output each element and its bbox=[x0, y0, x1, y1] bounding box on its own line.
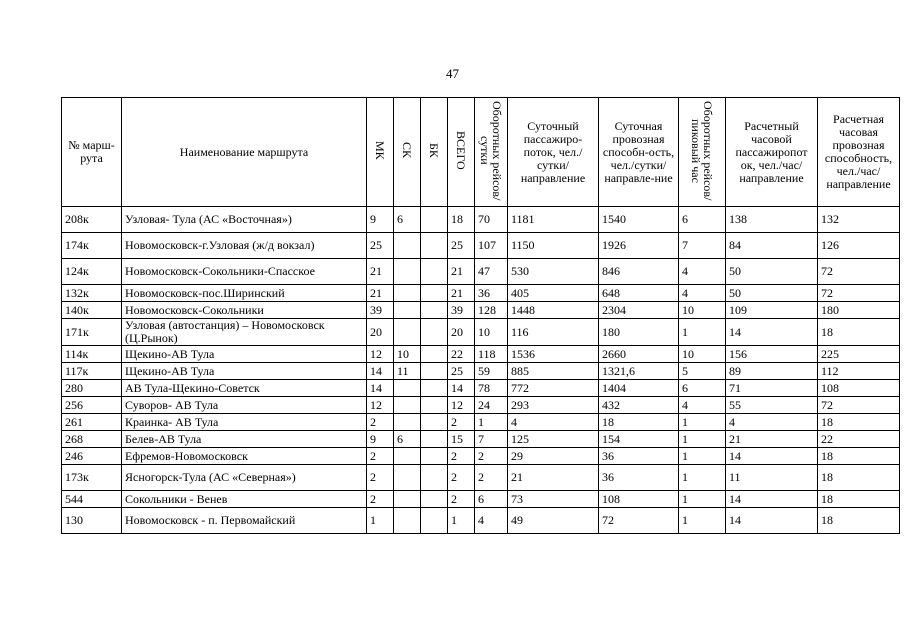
header-turnover-trips-day bbox=[475, 98, 508, 207]
cell-route: 268 bbox=[62, 431, 122, 448]
cell-trips-day: 6 bbox=[475, 491, 508, 508]
cell-bk bbox=[421, 207, 448, 233]
cell-bk bbox=[421, 397, 448, 414]
cell-hourly-capacity: 18 bbox=[818, 491, 900, 508]
header-turnover-trips-day-label: Оборотных рейсов/сутки bbox=[478, 100, 504, 201]
cell-daily-capacity: 180 bbox=[599, 319, 679, 346]
cell-total: 21 bbox=[448, 259, 475, 285]
cell-trips-day: 118 bbox=[475, 346, 508, 363]
header-daily-flow: Суточный пассажиро-поток, чел./сутки/ направление bbox=[508, 98, 599, 207]
cell-daily-capacity: 108 bbox=[599, 491, 679, 508]
cell-trips-peak: 6 bbox=[679, 207, 726, 233]
header-mk-label: МК bbox=[373, 141, 387, 160]
cell-bk bbox=[421, 508, 448, 534]
cell-route-name: Новомосковск-пос.Ширинский bbox=[122, 285, 367, 302]
cell-trips-day: 128 bbox=[475, 302, 508, 319]
cell-bk bbox=[421, 465, 448, 491]
cell-route-name: Узловая- Тула (АС «Восточная») bbox=[122, 207, 367, 233]
cell-daily-capacity: 36 bbox=[599, 448, 679, 465]
cell-trips-peak: 1 bbox=[679, 465, 726, 491]
cell-total: 1 bbox=[448, 508, 475, 534]
cell-trips-peak: 10 bbox=[679, 346, 726, 363]
cell-route-name: Новомосковск-г.Узловая (ж/д вокзал) bbox=[122, 233, 367, 259]
cell-trips-peak: 1 bbox=[679, 448, 726, 465]
cell-hourly-capacity: 180 bbox=[818, 302, 900, 319]
cell-daily-capacity: 1321,6 bbox=[599, 363, 679, 380]
cell-daily-flow: 772 bbox=[508, 380, 599, 397]
header-sk bbox=[394, 98, 421, 207]
cell-mk: 1 bbox=[367, 508, 394, 534]
cell-mk: 2 bbox=[367, 448, 394, 465]
cell-hourly-capacity: 18 bbox=[818, 508, 900, 534]
cell-route: 174к bbox=[62, 233, 122, 259]
cell-trips-peak: 4 bbox=[679, 397, 726, 414]
page-number: 47 bbox=[446, 66, 459, 81]
cell-trips-day: 2 bbox=[475, 465, 508, 491]
cell-hourly-capacity: 18 bbox=[818, 465, 900, 491]
cell-trips-day: 70 bbox=[475, 207, 508, 233]
cell-bk bbox=[421, 233, 448, 259]
cell-route: 173к bbox=[62, 465, 122, 491]
cell-total: 20 bbox=[448, 319, 475, 346]
cell-mk: 2 bbox=[367, 414, 394, 431]
routes-table bbox=[61, 97, 900, 534]
cell-mk: 12 bbox=[367, 346, 394, 363]
cell-trips-peak: 1 bbox=[679, 491, 726, 508]
cell-daily-capacity: 648 bbox=[599, 285, 679, 302]
cell-sk bbox=[394, 448, 421, 465]
cell-hourly-flow: 14 bbox=[726, 448, 818, 465]
cell-daily-flow: 29 bbox=[508, 448, 599, 465]
header-bk-label: БК bbox=[427, 143, 441, 158]
cell-daily-flow: 1181 bbox=[508, 207, 599, 233]
cell-hourly-flow: 21 bbox=[726, 431, 818, 448]
cell-daily-capacity: 36 bbox=[599, 465, 679, 491]
header-turnover-trips-peak bbox=[679, 98, 726, 207]
cell-bk bbox=[421, 319, 448, 346]
cell-mk: 12 bbox=[367, 397, 394, 414]
cell-hourly-capacity: 108 bbox=[818, 380, 900, 397]
header-total-label: ВСЕГО bbox=[454, 131, 468, 170]
cell-route: 208к bbox=[62, 207, 122, 233]
cell-route-name: АВ Тула-Щекино-Советск bbox=[122, 380, 367, 397]
header-route-no: № марш-рута bbox=[62, 98, 122, 207]
cell-hourly-flow: 14 bbox=[726, 491, 818, 508]
table-row bbox=[62, 491, 900, 508]
cell-mk: 9 bbox=[367, 431, 394, 448]
cell-sk bbox=[394, 414, 421, 431]
cell-trips-peak: 1 bbox=[679, 508, 726, 534]
cell-daily-flow: 530 bbox=[508, 259, 599, 285]
cell-hourly-flow: 71 bbox=[726, 380, 818, 397]
table-row bbox=[62, 465, 900, 491]
cell-daily-flow: 885 bbox=[508, 363, 599, 380]
cell-route-name: Новомосковск-Сокольники bbox=[122, 302, 367, 319]
cell-route: 544 bbox=[62, 491, 122, 508]
cell-bk bbox=[421, 259, 448, 285]
cell-route: 114к bbox=[62, 346, 122, 363]
cell-bk bbox=[421, 380, 448, 397]
cell-route: 117к bbox=[62, 363, 122, 380]
cell-sk bbox=[394, 491, 421, 508]
cell-route-name: Щекино-АВ Тула bbox=[122, 363, 367, 380]
cell-route: 261 bbox=[62, 414, 122, 431]
cell-trips-peak: 1 bbox=[679, 414, 726, 431]
cell-total: 14 bbox=[448, 380, 475, 397]
cell-total: 18 bbox=[448, 207, 475, 233]
header-bk bbox=[421, 98, 448, 207]
cell-hourly-capacity: 72 bbox=[818, 285, 900, 302]
cell-bk bbox=[421, 448, 448, 465]
cell-total: 12 bbox=[448, 397, 475, 414]
cell-mk: 14 bbox=[367, 363, 394, 380]
cell-hourly-flow: 50 bbox=[726, 285, 818, 302]
cell-daily-flow: 21 bbox=[508, 465, 599, 491]
cell-total: 22 bbox=[448, 346, 475, 363]
cell-sk: 11 bbox=[394, 363, 421, 380]
cell-trips-day: 107 bbox=[475, 233, 508, 259]
cell-sk bbox=[394, 465, 421, 491]
cell-route-name: Новомосковск-Сокольники-Спасское bbox=[122, 259, 367, 285]
cell-route: 140к bbox=[62, 302, 122, 319]
cell-daily-flow: 116 bbox=[508, 319, 599, 346]
cell-total: 25 bbox=[448, 363, 475, 380]
cell-route-name: Узловая (автостанция) – Новомосковск (Ц.Рынок) bbox=[122, 319, 367, 346]
cell-hourly-flow: 14 bbox=[726, 508, 818, 534]
cell-sk: 10 bbox=[394, 346, 421, 363]
cell-bk bbox=[421, 285, 448, 302]
cell-daily-flow: 405 bbox=[508, 285, 599, 302]
cell-hourly-capacity: 18 bbox=[818, 448, 900, 465]
cell-daily-capacity: 72 bbox=[599, 508, 679, 534]
cell-sk bbox=[394, 285, 421, 302]
cell-daily-flow: 73 bbox=[508, 491, 599, 508]
cell-route: 246 bbox=[62, 448, 122, 465]
cell-hourly-capacity: 72 bbox=[818, 259, 900, 285]
cell-sk bbox=[394, 302, 421, 319]
cell-sk: 6 bbox=[394, 431, 421, 448]
cell-mk: 2 bbox=[367, 491, 394, 508]
table-row bbox=[62, 285, 900, 302]
cell-route-name: Ефремов-Новомосковск bbox=[122, 448, 367, 465]
table-row bbox=[62, 448, 900, 465]
cell-hourly-capacity: 22 bbox=[818, 431, 900, 448]
cell-route-name: Суворов- АВ Тула bbox=[122, 397, 367, 414]
table-header-row bbox=[62, 98, 900, 207]
cell-hourly-flow: 84 bbox=[726, 233, 818, 259]
header-turnover-trips-peak-label: Оборотных рейсов/ пиковый час bbox=[689, 100, 715, 201]
cell-sk bbox=[394, 508, 421, 534]
cell-trips-peak: 7 bbox=[679, 233, 726, 259]
cell-bk bbox=[421, 491, 448, 508]
table-row bbox=[62, 397, 900, 414]
cell-route-name: Белев-АВ Тула bbox=[122, 431, 367, 448]
cell-daily-capacity: 2660 bbox=[599, 346, 679, 363]
cell-route: 130 bbox=[62, 508, 122, 534]
cell-hourly-flow: 11 bbox=[726, 465, 818, 491]
table-row bbox=[62, 259, 900, 285]
table-row bbox=[62, 414, 900, 431]
cell-route: 171к bbox=[62, 319, 122, 346]
cell-hourly-capacity: 126 bbox=[818, 233, 900, 259]
cell-trips-day: 1 bbox=[475, 414, 508, 431]
cell-trips-peak: 5 bbox=[679, 363, 726, 380]
cell-total: 2 bbox=[448, 414, 475, 431]
cell-sk bbox=[394, 319, 421, 346]
cell-route: 132к bbox=[62, 285, 122, 302]
cell-trips-peak: 6 bbox=[679, 380, 726, 397]
cell-sk bbox=[394, 380, 421, 397]
cell-daily-capacity: 1540 bbox=[599, 207, 679, 233]
cell-total: 2 bbox=[448, 491, 475, 508]
table-body bbox=[62, 207, 900, 534]
cell-mk: 2 bbox=[367, 465, 394, 491]
table-row bbox=[62, 319, 900, 346]
cell-daily-capacity: 2304 bbox=[599, 302, 679, 319]
cell-mk: 39 bbox=[367, 302, 394, 319]
cell-total: 25 bbox=[448, 233, 475, 259]
table-row bbox=[62, 207, 900, 233]
cell-trips-peak: 4 bbox=[679, 285, 726, 302]
table-row bbox=[62, 302, 900, 319]
cell-hourly-capacity: 18 bbox=[818, 319, 900, 346]
header-sk-label: СК bbox=[400, 142, 414, 159]
cell-route: 256 bbox=[62, 397, 122, 414]
cell-daily-flow: 1448 bbox=[508, 302, 599, 319]
cell-trips-day: 2 bbox=[475, 448, 508, 465]
cell-bk bbox=[421, 302, 448, 319]
cell-total: 21 bbox=[448, 285, 475, 302]
cell-mk: 14 bbox=[367, 380, 394, 397]
cell-trips-day: 36 bbox=[475, 285, 508, 302]
cell-trips-day: 47 bbox=[475, 259, 508, 285]
cell-daily-capacity: 1404 bbox=[599, 380, 679, 397]
cell-daily-capacity: 154 bbox=[599, 431, 679, 448]
cell-hourly-flow: 138 bbox=[726, 207, 818, 233]
cell-trips-day: 24 bbox=[475, 397, 508, 414]
cell-hourly-flow: 4 bbox=[726, 414, 818, 431]
header-mk bbox=[367, 98, 394, 207]
table-row bbox=[62, 380, 900, 397]
cell-trips-day: 10 bbox=[475, 319, 508, 346]
cell-bk bbox=[421, 346, 448, 363]
cell-trips-day: 59 bbox=[475, 363, 508, 380]
cell-trips-day: 4 bbox=[475, 508, 508, 534]
cell-route-name: Сокольники - Венев bbox=[122, 491, 367, 508]
cell-daily-flow: 4 bbox=[508, 414, 599, 431]
cell-daily-flow: 293 bbox=[508, 397, 599, 414]
cell-sk bbox=[394, 397, 421, 414]
header-hourly-flow: Расчетный часовой пассажиропот ок, чел./час/ направление bbox=[726, 98, 818, 207]
cell-route-name: Ясногорск-Тула (АС «Северная») bbox=[122, 465, 367, 491]
cell-daily-flow: 125 bbox=[508, 431, 599, 448]
cell-trips-day: 7 bbox=[475, 431, 508, 448]
table-row bbox=[62, 233, 900, 259]
cell-hourly-capacity: 132 bbox=[818, 207, 900, 233]
table-row bbox=[62, 431, 900, 448]
cell-daily-flow: 1150 bbox=[508, 233, 599, 259]
cell-daily-capacity: 846 bbox=[599, 259, 679, 285]
cell-trips-peak: 4 bbox=[679, 259, 726, 285]
cell-hourly-flow: 14 bbox=[726, 319, 818, 346]
cell-total: 15 bbox=[448, 431, 475, 448]
cell-hourly-capacity: 72 bbox=[818, 397, 900, 414]
cell-mk: 25 bbox=[367, 233, 394, 259]
cell-route: 280 bbox=[62, 380, 122, 397]
cell-trips-peak: 10 bbox=[679, 302, 726, 319]
cell-route-name: Краинка- АВ Тула bbox=[122, 414, 367, 431]
cell-total: 2 bbox=[448, 448, 475, 465]
cell-daily-capacity: 18 bbox=[599, 414, 679, 431]
cell-daily-capacity: 432 bbox=[599, 397, 679, 414]
table-row bbox=[62, 508, 900, 534]
cell-daily-capacity: 1926 bbox=[599, 233, 679, 259]
cell-mk: 21 bbox=[367, 259, 394, 285]
header-route-name: Наименование маршрута bbox=[122, 98, 367, 207]
header-hourly-capacity: Расчетная часовая провозная способность, чел./час/ направление bbox=[818, 98, 900, 207]
cell-trips-peak: 1 bbox=[679, 431, 726, 448]
cell-sk bbox=[394, 259, 421, 285]
cell-hourly-capacity: 225 bbox=[818, 346, 900, 363]
cell-hourly-flow: 89 bbox=[726, 363, 818, 380]
cell-trips-peak: 1 bbox=[679, 319, 726, 346]
cell-route-name: Щекино-АВ Тула bbox=[122, 346, 367, 363]
table-row bbox=[62, 346, 900, 363]
cell-trips-day: 78 bbox=[475, 380, 508, 397]
cell-route-name: Новомосковск - п. Первомайский bbox=[122, 508, 367, 534]
cell-bk bbox=[421, 414, 448, 431]
header-daily-capacity: Суточная провозная способн-ость, чел./сутки/ направле-ние bbox=[599, 98, 679, 207]
cell-hourly-capacity: 18 bbox=[818, 414, 900, 431]
cell-total: 2 bbox=[448, 465, 475, 491]
cell-total: 39 bbox=[448, 302, 475, 319]
cell-hourly-flow: 55 bbox=[726, 397, 818, 414]
cell-hourly-capacity: 112 bbox=[818, 363, 900, 380]
cell-hourly-flow: 156 bbox=[726, 346, 818, 363]
table-row bbox=[62, 363, 900, 380]
cell-daily-flow: 49 bbox=[508, 508, 599, 534]
cell-bk bbox=[421, 363, 448, 380]
cell-route: 124к bbox=[62, 259, 122, 285]
cell-daily-flow: 1536 bbox=[508, 346, 599, 363]
cell-mk: 20 bbox=[367, 319, 394, 346]
cell-hourly-flow: 109 bbox=[726, 302, 818, 319]
cell-sk bbox=[394, 233, 421, 259]
cell-mk: 9 bbox=[367, 207, 394, 233]
cell-bk bbox=[421, 431, 448, 448]
cell-sk: 6 bbox=[394, 207, 421, 233]
header-total bbox=[448, 98, 475, 207]
cell-mk: 21 bbox=[367, 285, 394, 302]
cell-hourly-flow: 50 bbox=[726, 259, 818, 285]
